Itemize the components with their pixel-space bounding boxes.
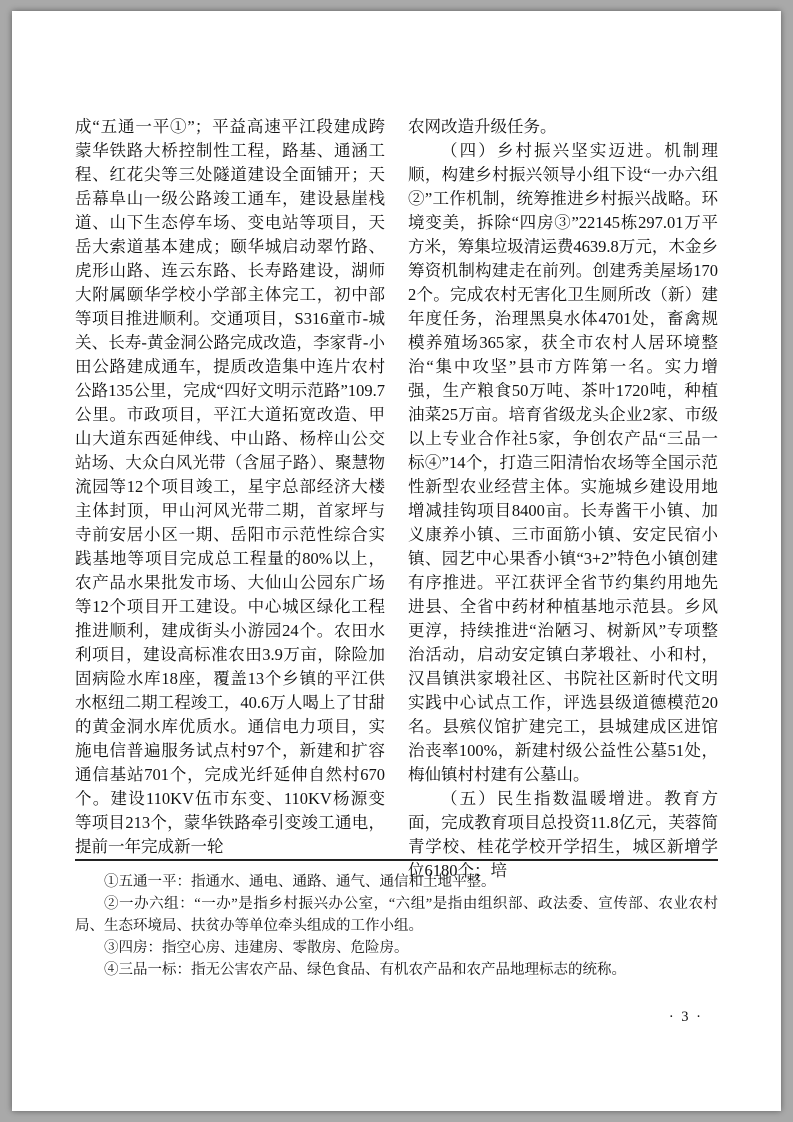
footnote-4: ④三品一标：指无公害农产品、绿色食品、有机农产品和农产品地理标志的统称。 [104, 962, 626, 978]
body-paragraph-section-4: （四）乡村振兴坚实迈进。机制理顺，构建乡村振兴领导小组下设“一办六组②”工作机制，统筹推进乡村振兴战略。环境变美，拆除“四房③”22145栋297.01万平方米，筹集垃圾清运费4639.8万元，木金乡筹资机制构建走在前列。创建秀美屋场1702个。完成农村无害化卫生厕所改（新）建年度任务，治理黑臭水体4701处，畜禽规模养殖场365家，获全市农村人居环境整治“集中攻坚”县市方阵第一名。实力增强，生产粮食50万吨、茶叶1720吨，种植油菜25万亩。培育省级龙头企业2家、市级以上专业合作社5家，争创农产品“三品一标④”14个，打造三阳清怡农场等全国示范性新型农业经营主体。实施城乡建设用地增减挂钩项目8400亩。长寿酱干小镇、加义康养小镇、三市面筋小镇、安定民宿小镇、园艺中心果香小镇“3+2”特色小镇创建有序推进。平江获评全省节约集约用地先进县、全省中药材种植基地示范县。乡风更淳，持续推进“治陋习、树新风”专项整治活动，启动安定镇白茅塅社、小和村，汉昌镇洪家塅社区、书院社区新时代文明实践中心试点工作，评选县级道德模范20名。县殡仪馆扩建完工，县城建成区进馆治丧率100%，新建村级公益性公墓51处，梅仙镇村村建有公墓山。 [408, 141, 718, 784]
text-columns [75, 115, 718, 883]
body-paragraph-continuation-right: 农网改造升级任务。 [408, 117, 557, 136]
footnote-2: ②一办六组：“一办”是指乡村振兴办公室，“六组”是指由组织部、政法委、宣传部、农业农村局、生态环境局、扶贫办等单位牵头组成的工作小组。 [75, 896, 718, 934]
footnote-3: ③四房：指空心房、违建房、零散房、危险房。 [104, 940, 409, 956]
left-column [75, 115, 385, 883]
body-paragraph-section-5: （五）民生指数温暖增进。教育方面，完成教育项目总投资11.8亿元，芙蓉简青学校、桂花学校开学招生，城区新增学位6180个；培 [408, 789, 718, 880]
footnote-1: ①五通一平：指通水、通电、通路、通气、通信和土地平整。 [104, 874, 496, 890]
page-number: · 3 · [668, 1009, 703, 1025]
right-column [408, 115, 718, 883]
footnotes-section [75, 859, 718, 981]
document-page [12, 11, 781, 1111]
footnote-divider [75, 859, 718, 861]
body-paragraph-continuation-left: 成“五通一平①”；平益高速平江段建成跨蒙华铁路大桥控制性工程，路基、通涵工程、红花尖等三处隧道建设全面铺开；天岳幕阜山一级公路竣工通车，建设悬崖栈道、山下生态停车场、变电站等项目，天岳大索道基本建成；颐华城启动翠竹路、虎形山路、连云东路、长寿路建设，湖师大附属颐华学校小学部主体完工，初中部等项目推进顺利。交通项目，S316童市-城关、长寿-黄金洞公路完成改造，李家背-小田公路建成通车，提质改造集中连片农村公路135公里，完成“四好文明示范路”109.7公里。市政项目，平江大道拓宽改造、甲山大道东西延伸线、中山路、杨梓山公交站场、大众白风光带（含屈子路）、聚慧物流园等12个项目竣工，星宇总部经济大楼主体封顶，甲山河风光带二期，首家坪与寺前安居小区一期、岳阳市示范性综合实践基地等项目完成总工程量的80%以上，农产品水果批发市场、大仙山公园东广场等12个项目开工建设。中心城区绿化工程推进顺利，建成街头小游园24个。农田水利项目，建设高标准农田3.9万亩，除险加固病险水库18座，覆盖13个乡镇的平江供水枢纽二期工程竣工，40.6万人喝上了甘甜的黄金洞水库优质水。通信电力项目，实施电信普遍服务试点村97个，新建和扩容通信基站701个，完成光纤延伸自然村670个。建设110KV伍市东变、110KV杨源变等项目213个，蒙华铁路牵引变竣工通电，提前一年完成新一轮 [75, 117, 385, 856]
